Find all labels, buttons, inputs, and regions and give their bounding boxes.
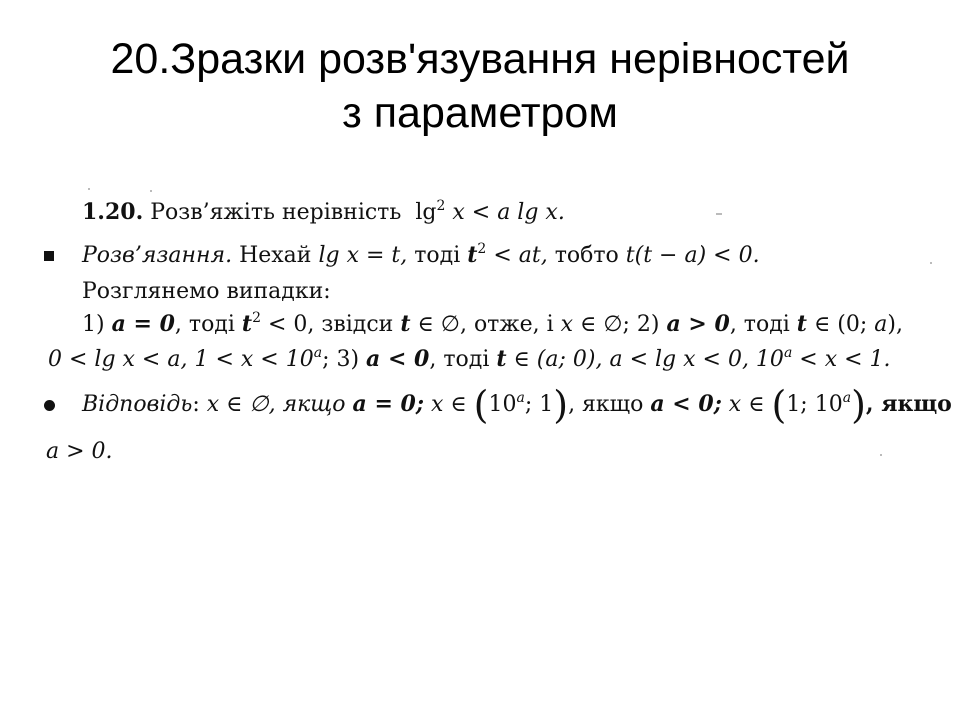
problem-expr-rest: x < a lg x. [445, 200, 565, 225]
answer-part-3: , якщо [568, 392, 651, 417]
answer-interval-1: 10 [488, 392, 517, 417]
scan-speck [150, 190, 152, 192]
case-2-t: t [796, 311, 807, 337]
problem-statement [82, 197, 565, 228]
problem-expr-power: 2 [436, 198, 446, 214]
case-1-t: t [241, 311, 253, 337]
answer-line [82, 383, 952, 427]
answer-condition-2: a < 0; [650, 391, 722, 417]
case-1-power: 2 [252, 310, 261, 326]
solution-product: t(t − a) < 0. [625, 243, 760, 268]
answer-part-2: x ∈ [423, 392, 474, 417]
case-1-t2: t [400, 311, 411, 337]
problem-expr-lg: lg [415, 200, 437, 225]
case-3-number: ; 3) [322, 347, 367, 372]
solution-substitution: lg x = t, [318, 243, 408, 268]
scan-speck [880, 454, 882, 456]
case-1-text-3: ∈ ∅, отже, і [410, 312, 561, 337]
answer-part-5: , якщо [865, 391, 952, 417]
case-2-text: , тоді [729, 312, 797, 337]
case-1-x: x [560, 312, 574, 337]
problem-text: Розв’яжіть нерівність [150, 200, 402, 225]
solution-line [82, 240, 760, 271]
solution-ineq-power: 2 [477, 241, 487, 257]
scan-speck [930, 262, 932, 264]
answer-bracket-open-2: ( [771, 383, 787, 427]
scan-speck [88, 188, 90, 190]
answer-bracket-close-2: ) [851, 383, 866, 427]
answer-part-4: x ∈ [721, 392, 772, 417]
case-2-a: a [874, 312, 888, 337]
solution-ineq-t: t [467, 242, 478, 268]
solution-text-3: тобто [547, 243, 626, 268]
answer-bracket-open: ( [473, 383, 489, 427]
case-2-result-power: a [313, 345, 323, 361]
case-3-text: , тоді [429, 347, 497, 372]
cases-header: Розглянемо випадки: [82, 279, 331, 304]
case-3-result: ∈ (a; 0), a < lg x < 0, 10 [506, 347, 784, 372]
problem-number: 1.20. [82, 199, 144, 225]
answer-condition-1: a = 0; [352, 391, 424, 417]
answer-interval-2: 1; 10 [786, 392, 843, 417]
case-3-result-end: < x < 1. [792, 347, 891, 372]
solution-text-1: Нехай [232, 243, 319, 268]
case-2-interval-open: ∈ (0; [806, 312, 875, 337]
round-bullet-icon [44, 400, 55, 411]
square-bullet-icon [44, 251, 54, 261]
answer-part-1: x ∈ ∅, якщо [206, 392, 353, 417]
slide-title-line1: 20.Зразки розв'язування нерівностей [110, 35, 850, 83]
case-2-interval-close: ), [887, 312, 903, 337]
case-1-text: , тоді [174, 312, 242, 337]
case-2-condition: a > 0 [666, 311, 730, 337]
case-1-condition: a = 0 [111, 311, 175, 337]
solution-ineq-rest: < at, [486, 243, 548, 268]
cases-line-2 [48, 344, 891, 375]
solution-label: Розв’язання. [82, 243, 233, 268]
scan-speck [716, 213, 722, 215]
solution-text-2: тоді [407, 243, 468, 268]
answer-interval-1-end: ; 1 [524, 392, 554, 417]
slide-title-line2: з параметром [342, 89, 618, 137]
case-3-t: t [496, 346, 507, 372]
case-2-number: ∈ ∅; 2) [573, 312, 667, 337]
case-2-result: 0 < lg x < a, 1 < x < 10 [48, 347, 314, 372]
answer-interval-1-power: a [516, 390, 525, 406]
cases-line-1 [82, 309, 903, 340]
case-1-text-2: < 0, звідси [260, 312, 401, 337]
case-3-condition: a < 0 [366, 346, 430, 372]
answer-line-2: a > 0. [46, 439, 113, 464]
answer-bracket-close: ) [553, 383, 569, 427]
answer-colon: : [192, 392, 207, 417]
case-3-result-power: a [783, 345, 793, 361]
answer-label: Відповідь [82, 392, 193, 417]
answer-interval-2-power: a [842, 390, 852, 406]
case-1-number: 1) [82, 312, 112, 337]
